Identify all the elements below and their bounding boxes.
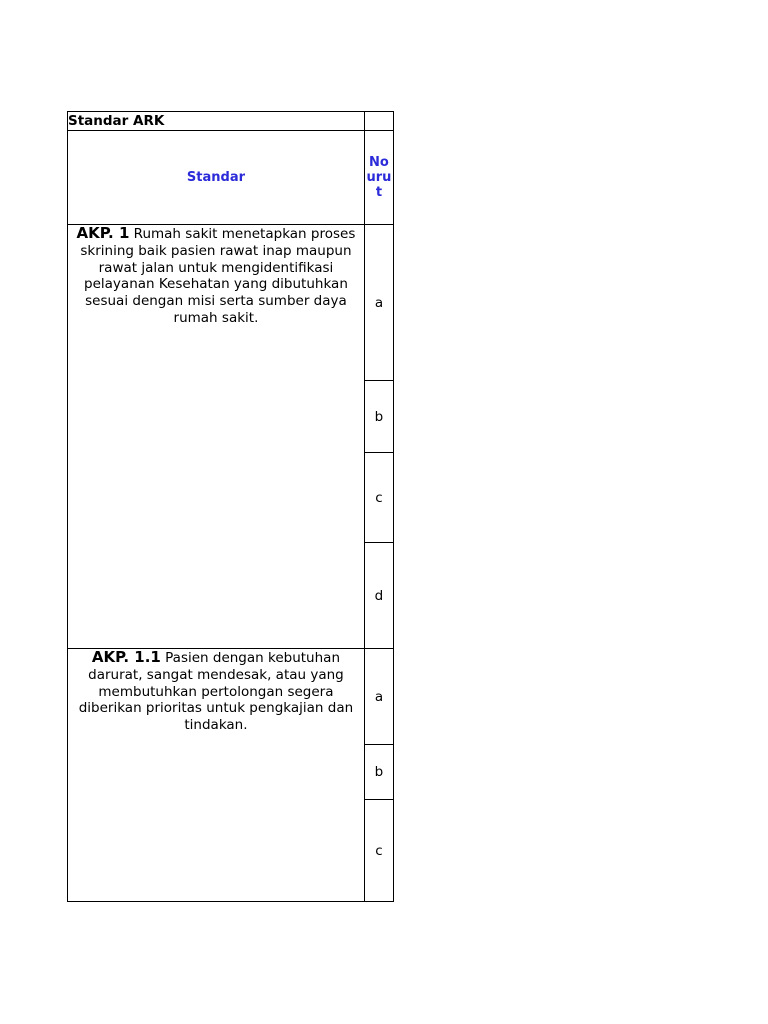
item-label: b (364, 745, 393, 800)
standard-code: AKP. 1.1 (91, 648, 161, 666)
item-label: a (364, 649, 393, 745)
item-label: c (364, 800, 393, 902)
item-label: b (364, 381, 393, 453)
standard-text: Pasien dengan kebutuhan darurat, sangat mendesak, atau yang membutuhkan pertolongan segera diberikan prioritas untuk pengkajian dan tindakan. (78, 650, 354, 734)
header-no-urut: No uru t (364, 131, 393, 225)
item-label: c (364, 453, 393, 543)
item-label: d (364, 543, 393, 649)
sheet-title: Standar ARK (68, 112, 365, 131)
standard-text: Rumah sakit menetapkan proses skrining baik pasien rawat inap maupun rawat jalan untuk mengidentifikasi pelayanan Kesehatan yang dibutuhkan sesuai dengan misi serta sumber daya rumah sakit. (80, 226, 356, 326)
standard-code: AKP. 1 (76, 224, 130, 242)
item-label: a (364, 225, 393, 381)
standard-akp-1 (68, 225, 365, 649)
header-standar: Standar (68, 131, 365, 225)
standards-table (67, 111, 394, 902)
standard-akp-1-1 (68, 649, 365, 902)
title-empty-cell (364, 112, 393, 131)
